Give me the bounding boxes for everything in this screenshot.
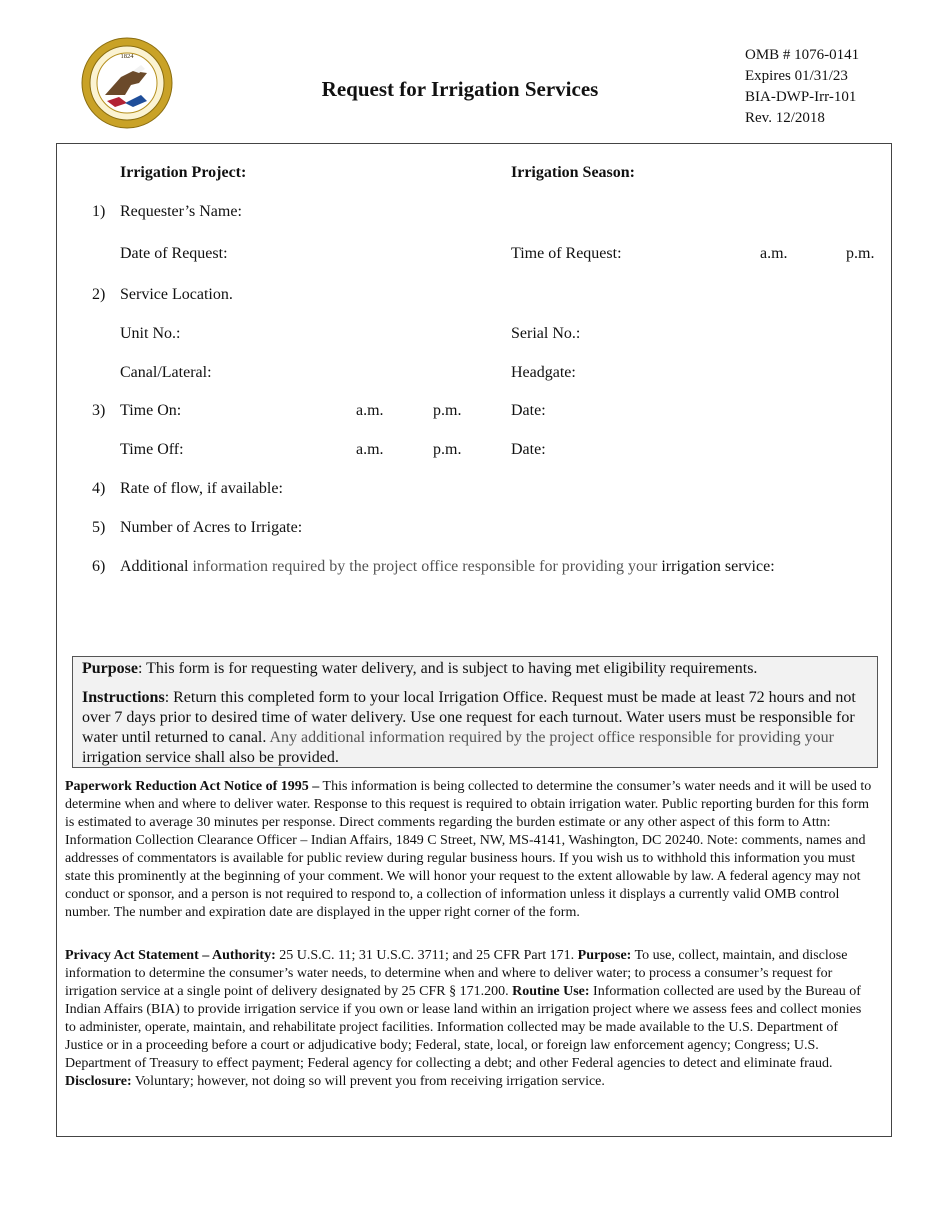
seal-year: 1824 — [120, 53, 134, 60]
canal-lateral-label: Canal/Lateral: — [120, 364, 212, 381]
paperwork-reduction-notice: Paperwork Reduction Act Notice of 1995 – This information is being collected to determine the consumer’s water needs and it will be used to determine when and where to deliver water. Response to this request is required to obtain irrigation water. Public reporting burden for this form is estimated to average 30 minutes per response. Direct comments regarding the burden estimate or any other aspect of this form to Attn: Information Collection Clearance Officer – Indian Affairs, 1849 C Street, NW, MS-4141, Washington, DC 20240. Note: comments, names and addresses of commentators is available for public review during regular business hours. If you wish us to withhold this information you must state this prominently at the beginning of your comment. We will honor your request to the extent allowable by law. A federal agency may not conduct or sponsor, and a person is not required to respond to, a collection of information unless it displays a currently valid OMB control number. The number and expiration date are displayed in the upper right corner of the form. — [65, 779, 872, 920]
serial-no-label: Serial No.: — [511, 325, 581, 342]
item-number-2: 2) — [92, 286, 106, 303]
unit-no-label: Unit No.: — [120, 325, 181, 342]
time-off-am-option[interactable]: a.m. — [356, 441, 384, 458]
time-on-pm-option[interactable]: p.m. — [433, 402, 462, 419]
instructions-paragraph: Instructions: Return this completed form to your local Irrigation Office. Request must be made at least 72 hours and not over 7 days prior to desired time of water delivery. Use one request for each turnout. Water users must be responsible for water until returned to canal. Any additional information required by the project office responsible for providing your irrigation service shall also be provided. — [82, 689, 856, 766]
omb-info — [745, 45, 859, 129]
omb-expiration: Expires 01/31/23 — [745, 68, 848, 84]
omb-number: OMB # 1076-0141 — [745, 47, 860, 63]
time-off-date-label: Date: — [511, 441, 546, 458]
additional-info-label: Additional information required by the project office responsible for providing your irrigation service: — [120, 558, 775, 575]
requester-name-label: Requester’s Name: — [120, 203, 242, 220]
item-number-3: 3) — [92, 402, 106, 419]
purpose-instructions-box — [72, 656, 878, 768]
doi-bia-seal — [81, 37, 173, 129]
headgate-label: Headgate: — [511, 364, 576, 381]
service-location-label: Service Location. — [120, 286, 233, 303]
date-of-request-label: Date of Request: — [120, 245, 228, 262]
item-number-1: 1) — [92, 203, 106, 220]
time-on-am-option[interactable]: a.m. — [356, 402, 384, 419]
acres-label: Number of Acres to Irrigate: — [120, 519, 303, 536]
request-am-option[interactable]: a.m. — [760, 245, 788, 262]
irrigation-project-label: Irrigation Project: — [120, 164, 247, 181]
irrigation-season-label: Irrigation Season: — [511, 164, 635, 181]
privacy-act-statement: Privacy Act Statement – Authority: 25 U.S.C. 11; 31 U.S.C. 3711; and 25 CFR Part 171. Purpose: To use, collect, maintain, and disclose information to determine the consumer’s water needs, to determine when and where to deliver water; to process a consumer’s request for irrigation service at a single point of delivery designated by 25 CFR § 171.200. Routine Use: Information collected are used by the Bureau of Indian Affairs (BIA) to provide irrigation service if you own or lease land within an irrigation project where we assess fees and collect monies to administer, operate, maintain, and rehabilitate project facilities. Information collected may be made available to the U.S. Department of Justice or in a proceeding before a court or adjudicative body; Federal, state, local, or foreign law enforcement agency; Congress; U.S. Department of Treasury to effect payment; Federal agency for collecting a debt; and other Federal agencies to detect and eliminate fraud. Disclosure: Voluntary; however, not doing so will prevent you from receiving irrigation service. — [65, 948, 862, 1089]
purpose-paragraph: Purpose: This form is for requesting water delivery, and is subject to having met eligibility requirements. — [82, 660, 758, 677]
form-revision: Rev. 12/2018 — [745, 110, 825, 126]
time-on-label: Time On: — [120, 402, 182, 419]
time-off-label: Time Off: — [120, 441, 184, 458]
rate-of-flow-label: Rate of flow, if available: — [120, 480, 283, 497]
item-number-5: 5) — [92, 519, 106, 536]
item-number-4: 4) — [92, 480, 106, 497]
form-number: BIA-DWP-Irr-101 — [745, 89, 857, 105]
request-pm-option[interactable]: p.m. — [846, 245, 875, 262]
time-of-request-label: Time of Request: — [511, 245, 622, 262]
time-on-date-label: Date: — [511, 402, 546, 419]
time-off-pm-option[interactable]: p.m. — [433, 441, 462, 458]
item-number-6: 6) — [92, 558, 106, 575]
page-title: Request for Irrigation Services — [321, 77, 599, 101]
